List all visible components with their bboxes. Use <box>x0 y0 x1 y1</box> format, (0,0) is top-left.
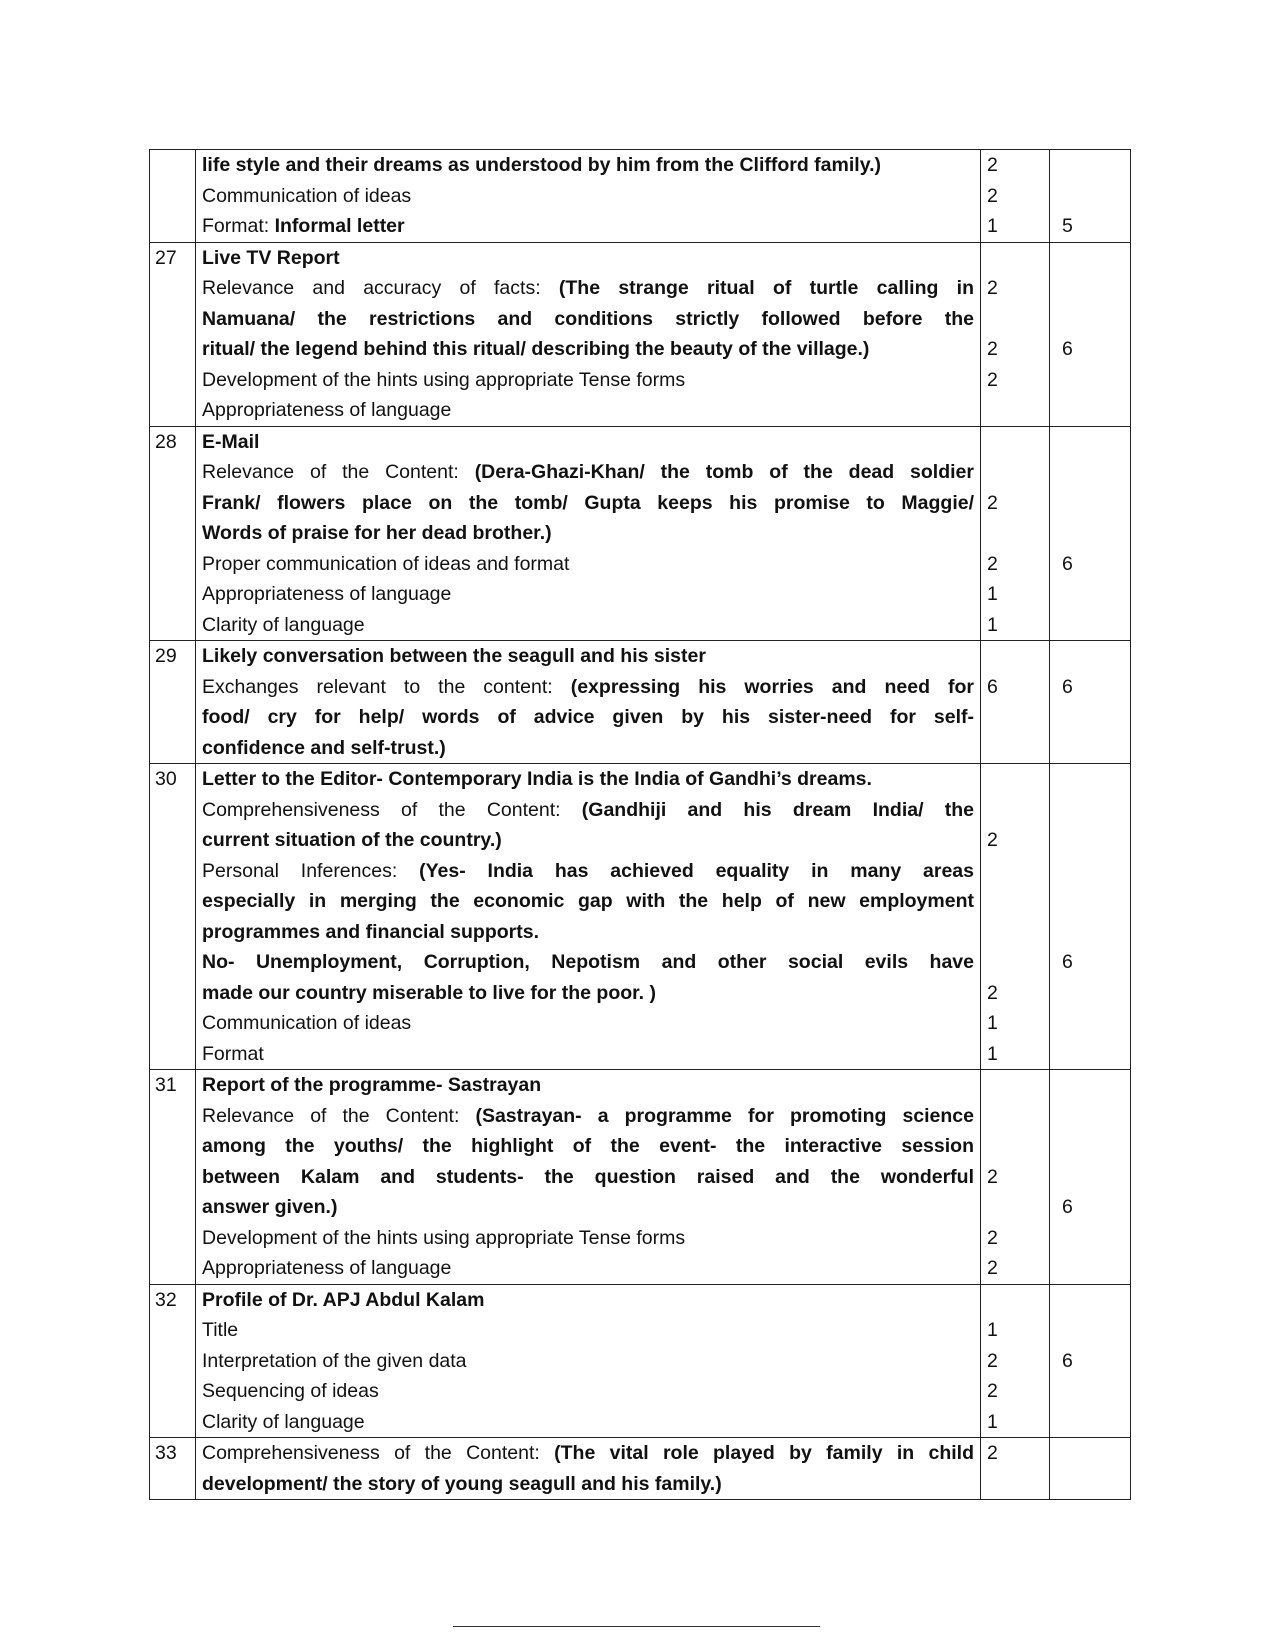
question-number <box>150 150 195 181</box>
criteria-text-bold: Informal letter <box>274 215 405 237</box>
total-value <box>1050 1101 1130 1132</box>
mark-value: 2 <box>987 338 998 360</box>
criteria-text: Clarity of language <box>202 1410 365 1433</box>
total-value <box>1050 488 1130 519</box>
question-number: 30 <box>155 768 177 790</box>
mark-value: 1 <box>987 1319 998 1341</box>
total-value <box>1050 795 1130 826</box>
criteria-text-bold: (Sastrayan- a programme for promoting science <box>475 1104 974 1127</box>
table-row <box>150 641 1131 764</box>
criteria-line <box>196 457 980 488</box>
mark-value <box>981 702 1049 733</box>
mark-value: 2 <box>987 491 998 514</box>
table-row <box>150 764 1131 1070</box>
criteria-cell <box>196 1070 981 1285</box>
mark-value: 1 <box>987 1410 998 1433</box>
criteria-text: Appropriateness of language <box>202 1257 452 1279</box>
total-value <box>1050 243 1130 274</box>
total-cell <box>1050 1438 1131 1500</box>
criteria-text: Communication of ideas <box>202 184 412 207</box>
total-value: 6 <box>1062 1349 1073 1372</box>
criteria-text-bold: answer given.) <box>202 1196 338 1218</box>
question-number: 33 <box>155 1442 177 1464</box>
mark-value: 1 <box>987 583 998 605</box>
mark-value: 2 <box>987 1349 998 1372</box>
total-cell <box>1050 641 1131 764</box>
question-number-cell <box>150 1284 196 1438</box>
mark-value: 1 <box>987 1012 998 1034</box>
total-value <box>1050 1253 1130 1284</box>
criteria-text: Format <box>202 1042 264 1065</box>
criteria-text-bold: Namuana/ the restrictions and conditions strictly followed before the <box>202 307 974 330</box>
total-value <box>1050 1376 1130 1407</box>
criteria-line <box>196 917 980 948</box>
total-value <box>1050 917 1130 948</box>
total-value <box>1050 273 1130 304</box>
mark-value: 6 <box>987 675 998 698</box>
marks-cell <box>981 426 1050 641</box>
criteria-line <box>196 1346 980 1377</box>
total-value <box>1050 1285 1130 1316</box>
total-value <box>1050 427 1130 458</box>
mark-value <box>981 733 1049 764</box>
marks-cell <box>981 150 1050 243</box>
total-value: 6 <box>1062 675 1073 698</box>
mark-value <box>981 1131 1049 1162</box>
criteria-text-bold: E-Mail <box>202 430 260 453</box>
criteria-line <box>196 579 980 610</box>
criteria-text: Relevance of the Content: <box>202 1104 476 1127</box>
question-number: 28 <box>155 430 177 453</box>
criteria-text: Comprehensiveness of the Content: <box>202 798 582 821</box>
mark-value: 2 <box>987 1442 998 1464</box>
criteria-line <box>196 150 980 181</box>
mark-value <box>981 795 1049 826</box>
criteria-text: Clarity of language <box>202 613 365 636</box>
total-value <box>1050 1039 1130 1070</box>
criteria-line <box>196 181 980 212</box>
total-cell <box>1050 242 1131 426</box>
criteria-text-bold: especially in merging the economic gap with the help of new employment <box>202 890 974 912</box>
marks-cell <box>981 764 1050 1070</box>
marks-cell <box>981 1070 1050 1285</box>
mark-value <box>981 304 1049 335</box>
criteria-line <box>196 1192 980 1223</box>
mark-value <box>981 518 1049 549</box>
criteria-text-bold: development/ the story of young seagull and his family.) <box>202 1472 722 1495</box>
criteria-line <box>196 1285 980 1316</box>
mark-value <box>981 1101 1049 1132</box>
table-row <box>150 1438 1131 1500</box>
marks-cell <box>981 242 1050 426</box>
criteria-line <box>196 1407 980 1438</box>
criteria-line <box>196 1223 980 1254</box>
criteria-text-bold: food/ cry for help/ words of advice given by his sister-need for self- <box>202 706 974 728</box>
criteria-text: Appropriateness of language <box>202 399 452 421</box>
mark-value <box>981 886 1049 917</box>
mark-value: 2 <box>987 184 998 207</box>
marks-cell <box>981 641 1050 764</box>
mark-value <box>981 395 1049 426</box>
criteria-line <box>196 1253 980 1284</box>
mark-value <box>981 243 1049 274</box>
criteria-text-bold: Likely conversation between the seagull and his sister <box>202 645 706 667</box>
mark-value: 1 <box>987 613 998 636</box>
criteria-line <box>196 825 980 856</box>
question-number-cell <box>150 641 196 764</box>
criteria-line <box>196 488 980 519</box>
scoring-table <box>149 149 1131 1500</box>
total-value <box>1050 641 1130 672</box>
criteria-cell <box>196 1284 981 1438</box>
total-value <box>1050 1469 1130 1500</box>
criteria-text-bold: ritual/ the legend behind this ritual/ describing the beauty of the village.) <box>202 338 870 360</box>
table-row <box>150 1070 1131 1285</box>
criteria-line <box>196 978 980 1009</box>
total-value <box>1050 304 1130 335</box>
criteria-line <box>196 365 980 396</box>
criteria-text-bold: programmes and financial supports. <box>202 920 539 943</box>
total-value <box>1050 610 1130 641</box>
mark-value: 2 <box>987 1226 998 1249</box>
criteria-text: Proper communication of ideas and format <box>202 552 570 575</box>
criteria-line <box>196 395 980 426</box>
question-number: 29 <box>155 645 177 667</box>
criteria-text-bold: current situation of the country.) <box>202 829 502 851</box>
total-value: 6 <box>1062 552 1073 575</box>
criteria-text-bold: among the youths/ the highlight of the event- the interactive session <box>202 1135 974 1157</box>
total-value <box>1050 1407 1130 1438</box>
criteria-line <box>196 886 980 917</box>
criteria-text-bold: (The strange ritual of turtle calling in <box>558 277 974 299</box>
total-value <box>1050 1315 1130 1346</box>
total-value <box>1050 825 1130 856</box>
criteria-line <box>196 1376 980 1407</box>
marks-cell <box>981 1438 1050 1500</box>
total-value <box>1050 1070 1130 1101</box>
total-value <box>1050 518 1130 549</box>
criteria-text-bold: (The vital role played by family in child <box>554 1442 975 1464</box>
criteria-text-bold: No- Unemployment, Corruption, Nepotism and other social evils have <box>202 951 974 973</box>
table-row <box>150 1284 1131 1438</box>
criteria-line <box>196 1101 980 1132</box>
total-value <box>1050 702 1130 733</box>
criteria-line <box>196 549 980 580</box>
total-cell <box>1050 1284 1131 1438</box>
criteria-line <box>196 733 980 764</box>
mark-value <box>981 764 1049 795</box>
criteria-text: Development of the hints using appropriate Tense forms <box>202 368 686 391</box>
criteria-text: Title <box>202 1319 239 1341</box>
table-row <box>150 150 1131 243</box>
criteria-line <box>196 427 980 458</box>
mark-value: 2 <box>987 829 998 851</box>
total-cell <box>1050 150 1131 243</box>
criteria-line <box>196 856 980 887</box>
mark-value <box>981 427 1049 458</box>
criteria-line <box>196 273 980 304</box>
criteria-line <box>196 610 980 641</box>
footer-rule <box>453 1626 820 1627</box>
mark-value <box>981 856 1049 887</box>
mark-value: 2 <box>987 277 998 299</box>
mark-value <box>981 917 1049 948</box>
criteria-text-bold: Words of praise for her dead brother.) <box>202 522 552 544</box>
criteria-line <box>196 702 980 733</box>
criteria-line <box>196 1315 980 1346</box>
mark-value <box>981 1070 1049 1101</box>
criteria-line <box>196 211 980 242</box>
criteria-text-bold: between Kalam and students- the question raised and the wonderful <box>202 1165 974 1188</box>
question-number-cell <box>150 1070 196 1285</box>
criteria-cell <box>196 764 981 1070</box>
criteria-text: Format: <box>202 215 275 237</box>
criteria-text: Development of the hints using appropriate Tense forms <box>202 1226 686 1249</box>
total-value <box>1050 856 1130 887</box>
criteria-text: Exchanges relevant to the content: <box>202 675 571 698</box>
criteria-cell <box>196 1438 981 1500</box>
criteria-line <box>196 764 980 795</box>
mark-value <box>981 947 1049 978</box>
total-value: 6 <box>1062 951 1073 973</box>
criteria-text: Relevance of the Content: <box>202 461 475 483</box>
marks-cell <box>981 1284 1050 1438</box>
total-cell <box>1050 1070 1131 1285</box>
criteria-line <box>196 304 980 335</box>
mark-value: 2 <box>987 1165 998 1188</box>
mark-value <box>981 1285 1049 1316</box>
criteria-text-bold: (expressing his worries and need for <box>570 675 974 698</box>
total-value <box>1050 1223 1130 1254</box>
total-value <box>1050 764 1130 795</box>
criteria-line <box>196 672 980 703</box>
criteria-line <box>196 1162 980 1193</box>
question-number: 32 <box>155 1288 177 1311</box>
mark-value: 2 <box>987 1257 998 1279</box>
mark-value: 2 <box>987 552 998 575</box>
criteria-line <box>196 1070 980 1101</box>
criteria-text: Communication of ideas <box>202 1012 412 1034</box>
criteria-text: Interpretation of the given data <box>202 1349 467 1372</box>
question-number-cell <box>150 150 196 243</box>
criteria-text-bold: Frank/ flowers place on the tomb/ Gupta keeps his promise to Maggie/ <box>202 491 974 514</box>
total-cell <box>1050 426 1131 641</box>
question-number: 27 <box>155 246 177 269</box>
question-number: 31 <box>155 1074 177 1096</box>
table-row <box>150 242 1131 426</box>
criteria-text-bold: made our country miserable to live for the poor. ) <box>202 981 657 1004</box>
criteria-text-bold: (Yes- India has achieved equality in many areas <box>419 859 974 882</box>
criteria-line <box>196 1131 980 1162</box>
question-number-cell <box>150 764 196 1070</box>
criteria-text-bold: (Dera-Ghazi-Khan/ the tomb of the dead soldier <box>474 461 974 483</box>
mark-value: 2 <box>987 154 998 176</box>
total-value <box>1050 1162 1130 1193</box>
criteria-line <box>196 518 980 549</box>
criteria-cell <box>196 150 981 243</box>
mark-value: 2 <box>987 368 998 391</box>
mark-value <box>981 1192 1049 1223</box>
criteria-cell <box>196 426 981 641</box>
criteria-text-bold: Live TV Report <box>202 246 340 269</box>
criteria-cell <box>196 641 981 764</box>
total-cell <box>1050 764 1131 1070</box>
question-number-cell <box>150 242 196 426</box>
criteria-line <box>196 243 980 274</box>
total-value <box>1050 395 1130 426</box>
criteria-line <box>196 795 980 826</box>
mark-value <box>981 457 1049 488</box>
criteria-text-bold: Profile of Dr. APJ Abdul Kalam <box>202 1288 485 1311</box>
mark-value <box>981 641 1049 672</box>
criteria-text: Comprehensiveness of the Content: <box>202 1442 555 1464</box>
total-value: 6 <box>1062 338 1073 360</box>
question-number-cell <box>150 426 196 641</box>
criteria-line <box>196 1008 980 1039</box>
table-row <box>150 426 1131 641</box>
total-value <box>1050 978 1130 1009</box>
total-value <box>1050 733 1130 764</box>
criteria-text-bold: life style and their dreams as understood by him from the Clifford family.) <box>202 154 882 176</box>
criteria-line <box>196 1438 980 1469</box>
criteria-line <box>196 334 980 365</box>
total-value <box>1050 181 1130 212</box>
total-value <box>1050 1008 1130 1039</box>
criteria-text: Sequencing of ideas <box>202 1380 379 1402</box>
total-value <box>1050 1131 1130 1162</box>
criteria-line <box>196 1469 980 1500</box>
mark-value: 1 <box>987 215 998 237</box>
total-value <box>1050 579 1130 610</box>
criteria-line <box>196 1039 980 1070</box>
mark-value: 2 <box>987 981 998 1004</box>
mark-value <box>981 1469 1049 1500</box>
criteria-cell <box>196 242 981 426</box>
total-value <box>1050 150 1130 181</box>
mark-value: 1 <box>987 1042 998 1065</box>
total-value: 6 <box>1062 1196 1073 1218</box>
criteria-text-bold: Report of the programme- Sastrayan <box>202 1074 542 1096</box>
question-number-cell <box>150 1438 196 1500</box>
criteria-text: Relevance and accuracy of facts: <box>202 277 559 299</box>
total-value <box>1050 1438 1130 1469</box>
total-value <box>1050 886 1130 917</box>
criteria-text-bold: confidence and self-trust.) <box>202 736 446 759</box>
criteria-line <box>196 947 980 978</box>
total-value: 5 <box>1062 215 1073 237</box>
criteria-line <box>196 641 980 672</box>
mark-value: 2 <box>987 1380 998 1402</box>
criteria-text: Appropriateness of language <box>202 583 452 605</box>
criteria-text-bold: (Gandhiji and his dream India/ the <box>581 798 975 821</box>
criteria-text-bold: Letter to the Editor- Contemporary India is the India of Gandhi’s dreams. <box>202 768 872 790</box>
criteria-text: Personal Inferences: <box>202 859 420 882</box>
total-value <box>1050 457 1130 488</box>
total-value <box>1050 365 1130 396</box>
